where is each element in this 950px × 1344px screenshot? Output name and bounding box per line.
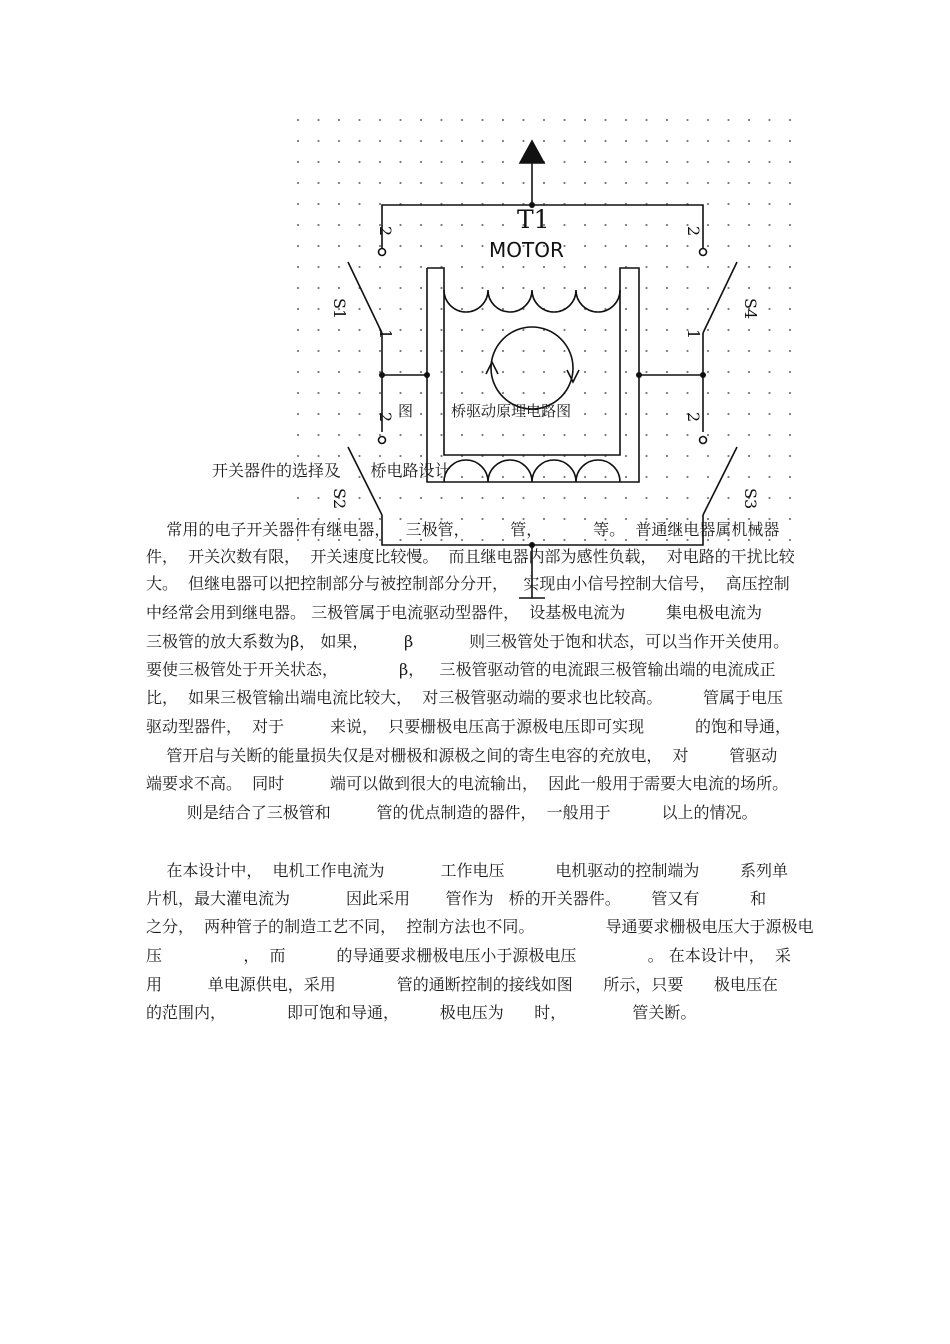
supply-arrow bbox=[520, 141, 544, 205]
s3-label: S3 bbox=[741, 488, 760, 510]
paragraph-2-line: 的范围内， 即可饱和导通， 极电压为 时， 管关断。 bbox=[146, 1003, 697, 1022]
s4-pin-top: 2 bbox=[684, 226, 703, 237]
paragraph-2-line: 用 单电源供电，采用 管的通断控制的接线如图 所示，只要 极电压在 bbox=[146, 975, 778, 994]
paragraph-1-line: 要使三极管处于开关状态， β， 三极管驱动管的电流跟三极管输出端的电流成正 bbox=[146, 660, 776, 679]
s4-pin-bottom: 1 bbox=[684, 329, 703, 340]
paragraph-2-line: 在本设计中， 电机工作电流为 工作电压 电机驱动的控制端为 系列单 bbox=[146, 861, 789, 880]
switch-s3 bbox=[700, 437, 738, 516]
component-label: T1 bbox=[517, 205, 550, 234]
s1-pin-bottom: 1 bbox=[376, 329, 395, 340]
paragraph-2-line: 压 ， 而 的导通要求栅极电压小于源极电压 。 在本设计中， 采 bbox=[146, 946, 791, 965]
section-title: 开关器件的选择及 桥电路设计 bbox=[212, 461, 451, 480]
paragraph-1-line: 中经常会用到继电器。 三极管属于电流驱动型器件， 设基极电流为 集电极电流为 bbox=[146, 603, 762, 622]
paragraph-1-line: 件， 开关次数有限， 开关速度比较慢。 而且继电器内部为感性负载， 对电路的干扰比较 bbox=[146, 547, 795, 566]
s4-label: S4 bbox=[741, 298, 760, 320]
paragraph-1-line: 比， 如果三极管输出端电流比较大， 对三极管驱动端的要求也比较高。 管属于电压 bbox=[146, 688, 784, 707]
motor-label: MOTOR bbox=[489, 238, 564, 262]
figure-caption: 图 桥驱动原理电路图 bbox=[398, 402, 572, 420]
s2-pin-top: 2 bbox=[376, 412, 395, 423]
switch-s4 bbox=[700, 249, 738, 334]
paragraph-1-line: 管开启与关断的能量损失仅是对栅极和源极之间的寄生电容的充放电， 对 管驱动 bbox=[146, 746, 778, 765]
paragraph-1-line: 三极管的放大系数为β， 如果， β 则三极管处于饱和状态，可以当作开关使用。 bbox=[146, 632, 790, 651]
paragraph-1-line: 则是结合了三极管和 管的优点制造的器件， 一般用于 以上的情况。 bbox=[146, 803, 758, 822]
s1-pin-top: 2 bbox=[376, 226, 395, 237]
s1-label: S1 bbox=[330, 298, 349, 320]
switch-s1 bbox=[348, 249, 386, 334]
paragraph-1-line: 常用的电子开关器件有继电器， 三极管， 管， 等。 普通继电器属机械器 bbox=[146, 520, 780, 539]
motor-symbol bbox=[427, 268, 639, 482]
paragraph-1-line: 端要求不高。 同时 端可以做到很大的电流输出， 因此一般用于需要大电流的场所。 bbox=[146, 774, 789, 793]
s2-label: S2 bbox=[330, 488, 349, 510]
paragraph-1-line: 驱动型器件， 对于 来说， 只要栅极电压高于源极电压即可实现 的饱和导通， bbox=[146, 717, 791, 736]
s3-pin-top: 2 bbox=[684, 412, 703, 423]
paragraph-2-line: 之分， 两种管子的制造工艺不同， 控制方法也不同。 导通要求栅极电压大于源极电 bbox=[146, 917, 814, 936]
paragraph-2-line: 片机，最大灌电流为 因此采用 管作为 桥的开关器件。 管又有 和 bbox=[146, 889, 767, 908]
paragraph-1-line: 大。 但继电器可以把控制部分与被控制部分分开， 实现由小信号控制大信号， 高压控制 bbox=[146, 574, 790, 593]
